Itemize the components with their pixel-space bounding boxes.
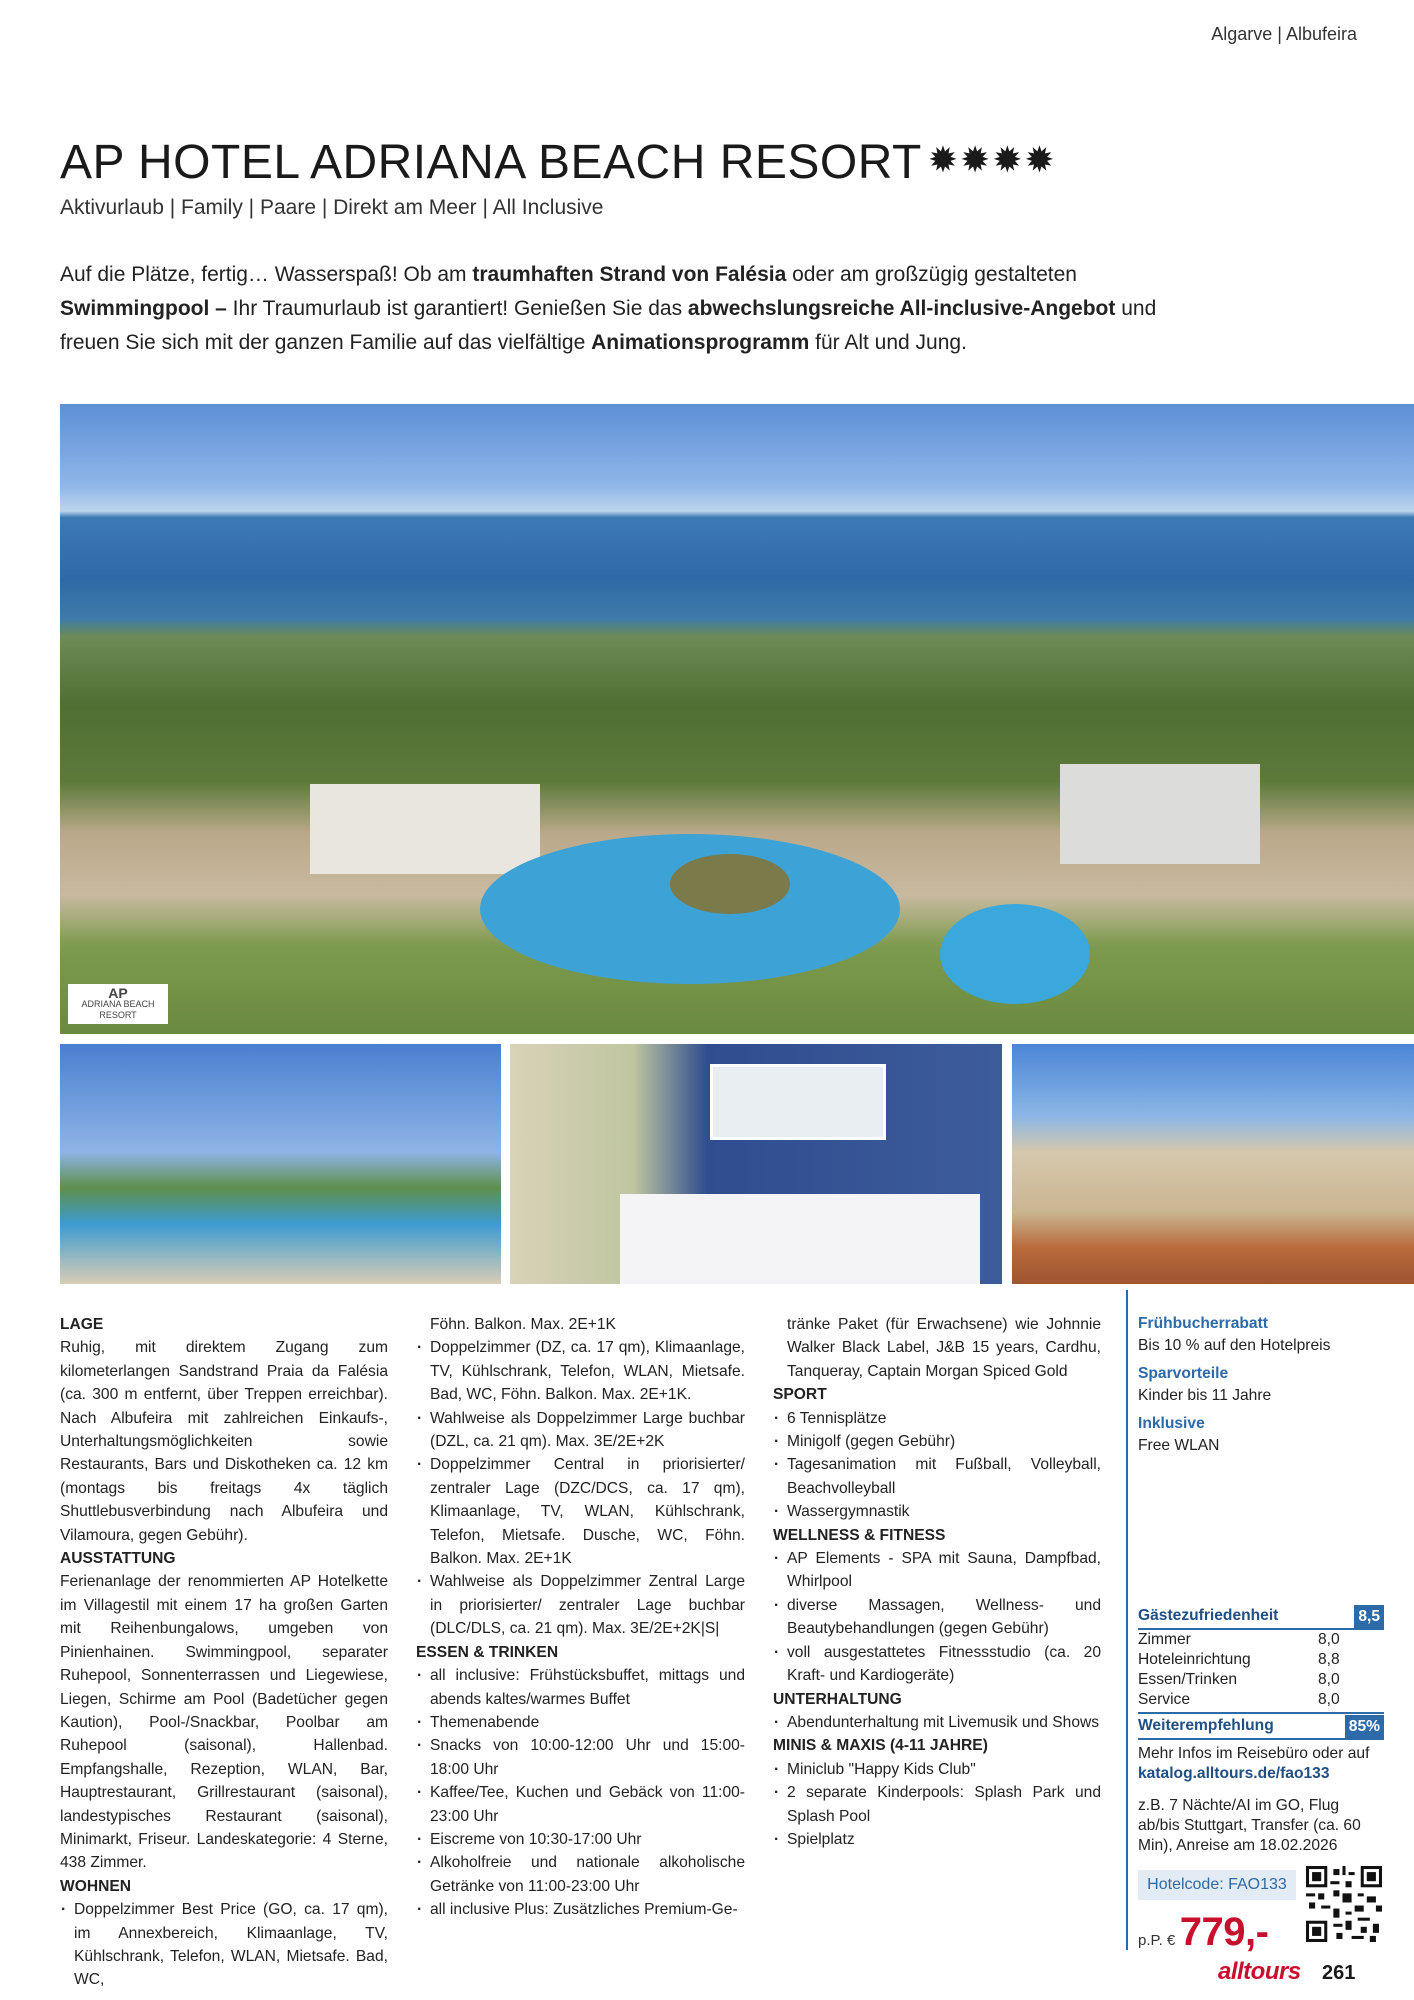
list-item: · all inclusive: Frühstücksbuffet, mittags und abends kaltes/warmes Buffet <box>416 1664 745 1711</box>
building-shape <box>310 784 540 874</box>
rating-row <box>1138 1670 1384 1690</box>
more-info <box>1138 1744 1388 1784</box>
list-item: · Snacks von 10:00-12:00 Uhr und 15:00-18:00 Uhr <box>416 1734 745 1781</box>
inklusive-text: Free WLAN <box>1138 1437 1220 1454</box>
recommendation-label: Weiterempfehlung <box>1138 1717 1274 1734</box>
beach-photo <box>1012 1044 1414 1284</box>
list-item: · Miniclub "Happy Kids Club" <box>773 1758 1101 1781</box>
list-item: · Doppelzimmer (DZ, ca. 17 qm), Klimaanlage, TV, Kühlschrank, Telefon, WLAN, Mietsafe. Bad, WC, Föhn. Balkon. Max. 2E+1K. <box>416 1336 745 1406</box>
rating-row-label: Essen/Trinken <box>1138 1671 1238 1688</box>
details-column-1 <box>60 1313 388 1992</box>
lage-text: Ruhig, mit direktem Zugang zum kilometerlangen Sandstrand Praia da Falésia (ca. 300 m entfernt, über Treppen erreichbar). Nach Albufeira mit zahlreichen Einkaufs-, Unterhaltungsmöglichkeiten sowie Restaurants, Bars und Diskotheken ca. 12 km (montags bis freitags 4x täglich Shuttlebusverbindung nach Albufeira und Vilamoura, gegen Gebühr). <box>60 1339 388 1544</box>
breadcrumb: Algarve | Albufeira <box>1211 24 1357 44</box>
pool-photo <box>60 1044 501 1284</box>
list-item: · Minigolf (gegen Gebühr) <box>773 1430 1101 1453</box>
more-info-text: Mehr Infos im Reisebüro oder auf <box>1138 1745 1370 1762</box>
wohnen-list-cont <box>416 1336 745 1640</box>
price-prefix: p.P. € <box>1138 1932 1176 1949</box>
list-item: · 6 Tennisplätze <box>773 1407 1101 1430</box>
intro-part: Ihr Traumurlaub ist garantiert! Genießen Sie das <box>226 297 688 320</box>
rating-row <box>1138 1690 1384 1710</box>
list-item: · Alkoholfreie und nationale alkoholische Getränke von 11:00-23:00 Uhr <box>416 1851 745 1898</box>
pool-shape <box>940 904 1090 1004</box>
fruehbucher-label: Frühbucherrabatt <box>1138 1315 1268 1332</box>
intro-highlight: Swimmingpool – <box>60 297 227 320</box>
list-item-continued: tränke Paket (für Erwachsene) wie Johnnie Walker Black Label, J&B 15 years, Cardhu, Tanqueray, Captain Morgan Spiced Gold <box>787 1316 1101 1380</box>
details-column-3 <box>773 1313 1101 1851</box>
building-shape <box>1060 764 1260 864</box>
recommendation-row <box>1138 1712 1384 1740</box>
recommendation-badge: 85% <box>1345 1715 1384 1738</box>
room-photo <box>510 1044 1002 1284</box>
intro-text <box>60 258 1190 360</box>
rating-row-value: 8,0 <box>1318 1631 1340 1648</box>
bed-shape <box>620 1194 980 1284</box>
rating-row <box>1138 1630 1384 1650</box>
rating-header <box>1138 1604 1384 1630</box>
list-item: · Abendunterhaltung mit Livemusik und Shows <box>773 1711 1101 1734</box>
page-number: 261 <box>1322 1962 1356 1984</box>
inklusive-label: Inklusive <box>1138 1415 1205 1432</box>
section-heading-unterhaltung: UNTERHALTUNG <box>773 1690 902 1708</box>
wellness-list <box>773 1547 1101 1687</box>
rating-row-label: Hoteleinrichtung <box>1138 1651 1251 1668</box>
list-item: · Doppelzimmer Central in priorisierter/ zentraler Lage (DZC/DCS, ca. 17 qm), Klimaanlage, TV, WLAN, Kühlschrank, Telefon, Mietsafe. Dusche, WC, Föhn. Balkon. Max. 2E+1K <box>416 1453 745 1570</box>
list-item: · Doppelzimmer Best Price (GO, ca. 17 qm), im Annexbereich, Klimaanlage, TV, Kühlschrank, Telefon, WLAN, Mietsafe. Bad, WC, <box>60 1898 388 1992</box>
list-item: · voll ausgestattetes Fitnessstudio (ca. 20 Kraft- und Kardiogeräte) <box>773 1641 1101 1688</box>
list-item: · 2 separate Kinderpools: Splash Park und Splash Pool <box>773 1781 1101 1828</box>
hotel-code-badge: Hotelcode: FAO133 <box>1138 1870 1296 1900</box>
list-item: · AP Elements - SPA mit Sauna, Dampfbad, Whirlpool <box>773 1547 1101 1594</box>
hotel-subtitle: Aktivurlaub | Family | Paare | Direkt am Meer | All Inclusive <box>60 196 604 219</box>
section-heading-lage: LAGE <box>60 1316 104 1333</box>
pool-shape <box>480 834 900 984</box>
list-item: · Spielplatz <box>773 1828 1101 1851</box>
essen-list <box>416 1664 745 1921</box>
list-item: · Kaffee/Tee, Kuchen und Gebäck von 11:00-23:00 Uhr <box>416 1781 745 1828</box>
qr-code-icon[interactable] <box>1306 1866 1382 1942</box>
rating-row-label: Zimmer <box>1138 1631 1191 1648</box>
list-item: · Wahlweise als Doppelzimmer Large buchbar (DZL, ca. 21 qm). Max. 3E/2E+2K <box>416 1407 745 1454</box>
resort-logo <box>68 984 168 1024</box>
offer-sidebar <box>1138 1313 1384 1457</box>
list-item: · Themenabende <box>416 1711 745 1734</box>
sidebar-divider <box>1126 1290 1128 1950</box>
resort-logo-mark: AP <box>108 985 128 1001</box>
ausstattung-text: Ferienanlage der renommierten AP Hotelkette im Villagestil mit einem 17 ha großen Garten mit Reihenbungalows, umgeben von Pinienhainen. Swimmingpool, separater Ruhepool, Sonnenterrassen und Liegewiese, Liegen, Schirme am Pool (Badetücher gegen Kaution), Pool-/Snackbar, Poolbar am Ruhepool (saisonal), Hallenbad. Empfangshalle, Rezeption, WLAN, Bar, Hauptrestaurant, Grillrestaurant (saisonal), landestypisches Restaurant (saisonal), Minimarkt, Friseur. Landeskategorie: 4 Sterne, 438 Zimmer. <box>60 1573 388 1872</box>
section-heading-ausstattung: AUSSTATTUNG <box>60 1550 176 1568</box>
rating-row-value: 8,8 <box>1318 1651 1340 1668</box>
rating-row <box>1138 1650 1384 1670</box>
list-item-continued: Föhn. Balkon. Max. 2E+1K <box>430 1316 616 1333</box>
intro-highlight: Animationsprogramm <box>591 331 810 354</box>
section-heading-wellness: WELLNESS & FITNESS <box>773 1526 946 1544</box>
unterhaltung-list <box>773 1711 1101 1734</box>
details-column-2 <box>416 1313 745 1922</box>
rating-row-value: 8,0 <box>1318 1671 1340 1688</box>
wohnen-list <box>60 1898 388 1992</box>
fruehbucher-text: Bis 10 % auf den Hotelpreis <box>1138 1337 1331 1354</box>
section-heading-minis: MINIS & MAXIS (4-11 JAHRE) <box>773 1737 988 1755</box>
resort-logo-text: ADRIANA BEACH RESORT <box>81 999 155 1020</box>
island-shape <box>670 854 790 914</box>
intro-part: oder am großzügig gestalteten <box>786 263 1077 286</box>
list-item: · Wassergymnastik <box>773 1500 1101 1523</box>
intro-part: für Alt und Jung. <box>809 331 967 354</box>
rating-label: Gästezufriedenheit <box>1138 1607 1279 1624</box>
price <box>1138 1910 1268 1955</box>
section-heading-sport: SPORT <box>773 1386 827 1404</box>
star-rating-icon: ✹✹✹✹ <box>927 139 1057 180</box>
alltours-logo: alltours <box>1218 1958 1301 1985</box>
section-heading-wohnen: WOHNEN <box>60 1877 132 1895</box>
list-item: · all inclusive Plus: Zusätzliches Premium-Ge- <box>416 1898 745 1921</box>
intro-part: und freuen Sie sich mit der ganzen Familie auf das vielfältige <box>60 297 1157 354</box>
list-item: · Eiscreme von 10:30-17:00 Uhr <box>416 1828 745 1851</box>
section-heading-essen: ESSEN & TRINKEN <box>416 1643 559 1661</box>
main-resort-photo <box>60 404 1414 1034</box>
price-example: z.B. 7 Nächte/AI im GO, Flug ab/bis Stuttgart, Transfer (ca. 60 Min), Anreise am 18.02.2026 <box>1138 1797 1361 1854</box>
intro-highlight: traumhaften Strand von Falésia <box>472 263 787 286</box>
sparvorteile-label: Sparvorteile <box>1138 1365 1229 1382</box>
rating-score-badge: 8,5 <box>1354 1605 1384 1628</box>
rating-row-label: Service <box>1138 1691 1190 1708</box>
list-item: · diverse Massagen, Wellness- und Beautybehandlungen (gegen Gebühr) <box>773 1594 1101 1641</box>
guest-rating <box>1138 1604 1384 1740</box>
catalog-link[interactable]: katalog.alltours.de/fao133 <box>1138 1765 1330 1782</box>
wall-art-shape <box>710 1064 886 1140</box>
hotel-title-text: AP HOTEL ADRIANA BEACH RESORT <box>60 136 922 189</box>
hotel-title <box>60 135 1057 190</box>
intro-highlight: abwechslungsreiche All-inclusive-Angebot <box>687 297 1116 320</box>
list-item: · Wahlweise als Doppelzimmer Zentral Large in priorisierter/ zentraler Lage buchbar (DLC/DLS, ca. 21 qm). Max. 3E/2E+2K|S| <box>416 1570 745 1640</box>
list-item: · Tagesanimation mit Fußball, Volleyball, Beachvolleyball <box>773 1453 1101 1500</box>
sparvorteile-text: Kinder bis 11 Jahre <box>1138 1387 1272 1404</box>
minis-list <box>773 1758 1101 1852</box>
sport-list <box>773 1407 1101 1524</box>
price-amount: 779,- <box>1179 1910 1269 1954</box>
rating-row-value: 8,0 <box>1318 1691 1340 1708</box>
intro-part: Auf die Plätze, fertig… Wasserspaß! Ob am <box>60 263 473 286</box>
